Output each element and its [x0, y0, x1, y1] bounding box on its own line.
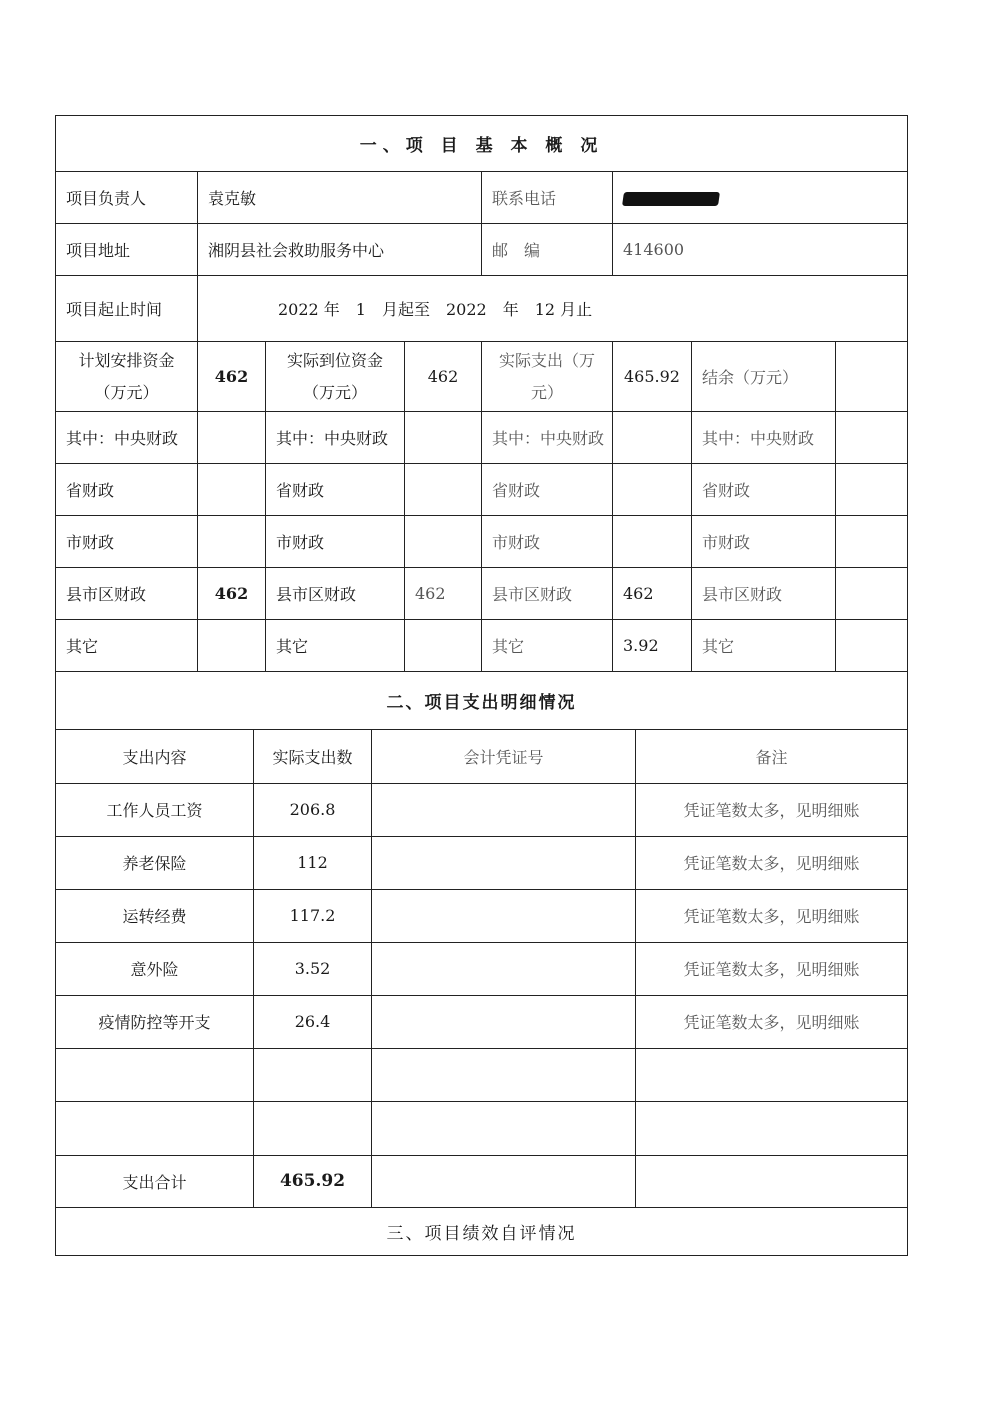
breakdown-label: 其中：中央财政 — [56, 412, 198, 464]
table-row — [56, 995, 908, 1048]
total-value: 465.92 — [254, 1155, 372, 1207]
table-row — [56, 889, 908, 942]
breakdown-value — [405, 620, 482, 672]
expense-voucher — [372, 836, 636, 889]
breakdown-label: 其中：中央财政 — [482, 412, 613, 464]
breakdown-label: 其它 — [56, 620, 198, 672]
table-row — [56, 1101, 908, 1155]
breakdown-value — [198, 620, 266, 672]
expense-item: 养老保险 — [56, 836, 254, 889]
section1-table — [55, 115, 908, 672]
breakdown-value — [836, 412, 908, 464]
header-note: 备注 — [636, 729, 908, 783]
expense-amount: 112 — [254, 836, 372, 889]
expense-amount: 206.8 — [254, 783, 372, 836]
redaction-mark — [622, 192, 720, 206]
expense-note: 凭证笔数太多，见明细账 — [636, 995, 908, 1048]
header-voucher: 会计凭证号 — [372, 729, 636, 783]
planned-funds-label: 计划安排资金（万元） — [56, 342, 198, 412]
breakdown-label: 市财政 — [482, 516, 613, 568]
breakdown-label: 其中：中央财政 — [266, 412, 405, 464]
table-row — [56, 1048, 908, 1101]
expense-voucher — [372, 942, 636, 995]
breakdown-label: 省财政 — [266, 464, 405, 516]
expense-amount — [254, 1101, 372, 1155]
section1-title: 一、项 目 基 本 概 况 — [56, 116, 908, 172]
phone-label: 联系电话 — [482, 172, 613, 224]
expense-voucher — [372, 995, 636, 1048]
total-label: 支出合计 — [56, 1155, 254, 1207]
breakdown-value: 462 — [198, 568, 266, 620]
breakdown-value — [405, 516, 482, 568]
expense-note — [636, 1048, 908, 1101]
leader-value: 袁克敏 — [198, 172, 482, 224]
table-row — [56, 836, 908, 889]
period-label: 项目起止时间 — [56, 276, 198, 342]
period-value: 2022 年 1 月起至 2022 年 12 月止 — [198, 276, 908, 342]
expense-item: 意外险 — [56, 942, 254, 995]
arrived-funds-label: 实际到位资金（万元） — [266, 342, 405, 412]
breakdown-value — [836, 620, 908, 672]
breakdown-label: 县市区财政 — [482, 568, 613, 620]
breakdown-label: 其它 — [692, 620, 836, 672]
breakdown-value — [836, 568, 908, 620]
expense-voucher — [372, 1101, 636, 1155]
expense-item: 工作人员工资 — [56, 783, 254, 836]
breakdown-label: 其中：中央财政 — [692, 412, 836, 464]
breakdown-value — [836, 464, 908, 516]
breakdown-label: 省财政 — [482, 464, 613, 516]
expense-item — [56, 1101, 254, 1155]
expense-amount: 26.4 — [254, 995, 372, 1048]
total-voucher — [372, 1155, 636, 1207]
address-label: 项目地址 — [56, 224, 198, 276]
breakdown-value — [613, 516, 692, 568]
section3-title: 三、项目绩效自评情况 — [56, 1207, 908, 1255]
breakdown-label: 市财政 — [266, 516, 405, 568]
expense-amount: 117.2 — [254, 889, 372, 942]
expense-note — [636, 1101, 908, 1155]
postcode-label: 邮 编 — [482, 224, 613, 276]
breakdown-label: 市财政 — [56, 516, 198, 568]
balance-value — [836, 342, 908, 412]
phone-value — [613, 172, 908, 224]
table-row — [56, 942, 908, 995]
planned-funds-value: 462 — [198, 342, 266, 412]
section2-table — [55, 671, 908, 1256]
expense-item: 运转经费 — [56, 889, 254, 942]
breakdown-value — [198, 464, 266, 516]
expense-amount: 3.52 — [254, 942, 372, 995]
breakdown-label: 其它 — [482, 620, 613, 672]
spent-funds-label: 实际支出（万元） — [482, 342, 613, 412]
breakdown-label: 县市区财政 — [56, 568, 198, 620]
breakdown-label: 省财政 — [692, 464, 836, 516]
evaluation-form — [55, 115, 907, 1256]
breakdown-value — [405, 412, 482, 464]
balance-label: 结余（万元） — [692, 342, 836, 412]
expense-voucher — [372, 889, 636, 942]
breakdown-value: 3.92 — [613, 620, 692, 672]
expense-note: 凭证笔数太多，见明细账 — [636, 783, 908, 836]
breakdown-label: 其它 — [266, 620, 405, 672]
breakdown-value — [613, 464, 692, 516]
expense-voucher — [372, 783, 636, 836]
breakdown-value — [198, 516, 266, 568]
breakdown-value — [613, 412, 692, 464]
header-amount: 实际支出数 — [254, 729, 372, 783]
postcode-value: 414600 — [613, 224, 908, 276]
breakdown-label: 县市区财政 — [692, 568, 836, 620]
total-note — [636, 1155, 908, 1207]
expense-voucher — [372, 1048, 636, 1101]
expense-note: 凭证笔数太多，见明细账 — [636, 889, 908, 942]
breakdown-value — [405, 464, 482, 516]
breakdown-label: 省财政 — [56, 464, 198, 516]
section2-title: 二、项目支出明细情况 — [56, 671, 908, 729]
expense-note: 凭证笔数太多，见明细账 — [636, 942, 908, 995]
breakdown-label: 市财政 — [692, 516, 836, 568]
address-value: 湘阴县社会救助服务中心 — [198, 224, 482, 276]
arrived-funds-value: 462 — [405, 342, 482, 412]
breakdown-value — [198, 412, 266, 464]
leader-label: 项目负责人 — [56, 172, 198, 224]
spent-funds-value: 465.92 — [613, 342, 692, 412]
table-row — [56, 783, 908, 836]
expense-item — [56, 1048, 254, 1101]
breakdown-value — [836, 516, 908, 568]
breakdown-value: 462 — [405, 568, 482, 620]
header-item: 支出内容 — [56, 729, 254, 783]
expense-item: 疫情防控等开支 — [56, 995, 254, 1048]
expense-amount — [254, 1048, 372, 1101]
expense-note: 凭证笔数太多，见明细账 — [636, 836, 908, 889]
breakdown-label: 县市区财政 — [266, 568, 405, 620]
breakdown-value: 462 — [613, 568, 692, 620]
